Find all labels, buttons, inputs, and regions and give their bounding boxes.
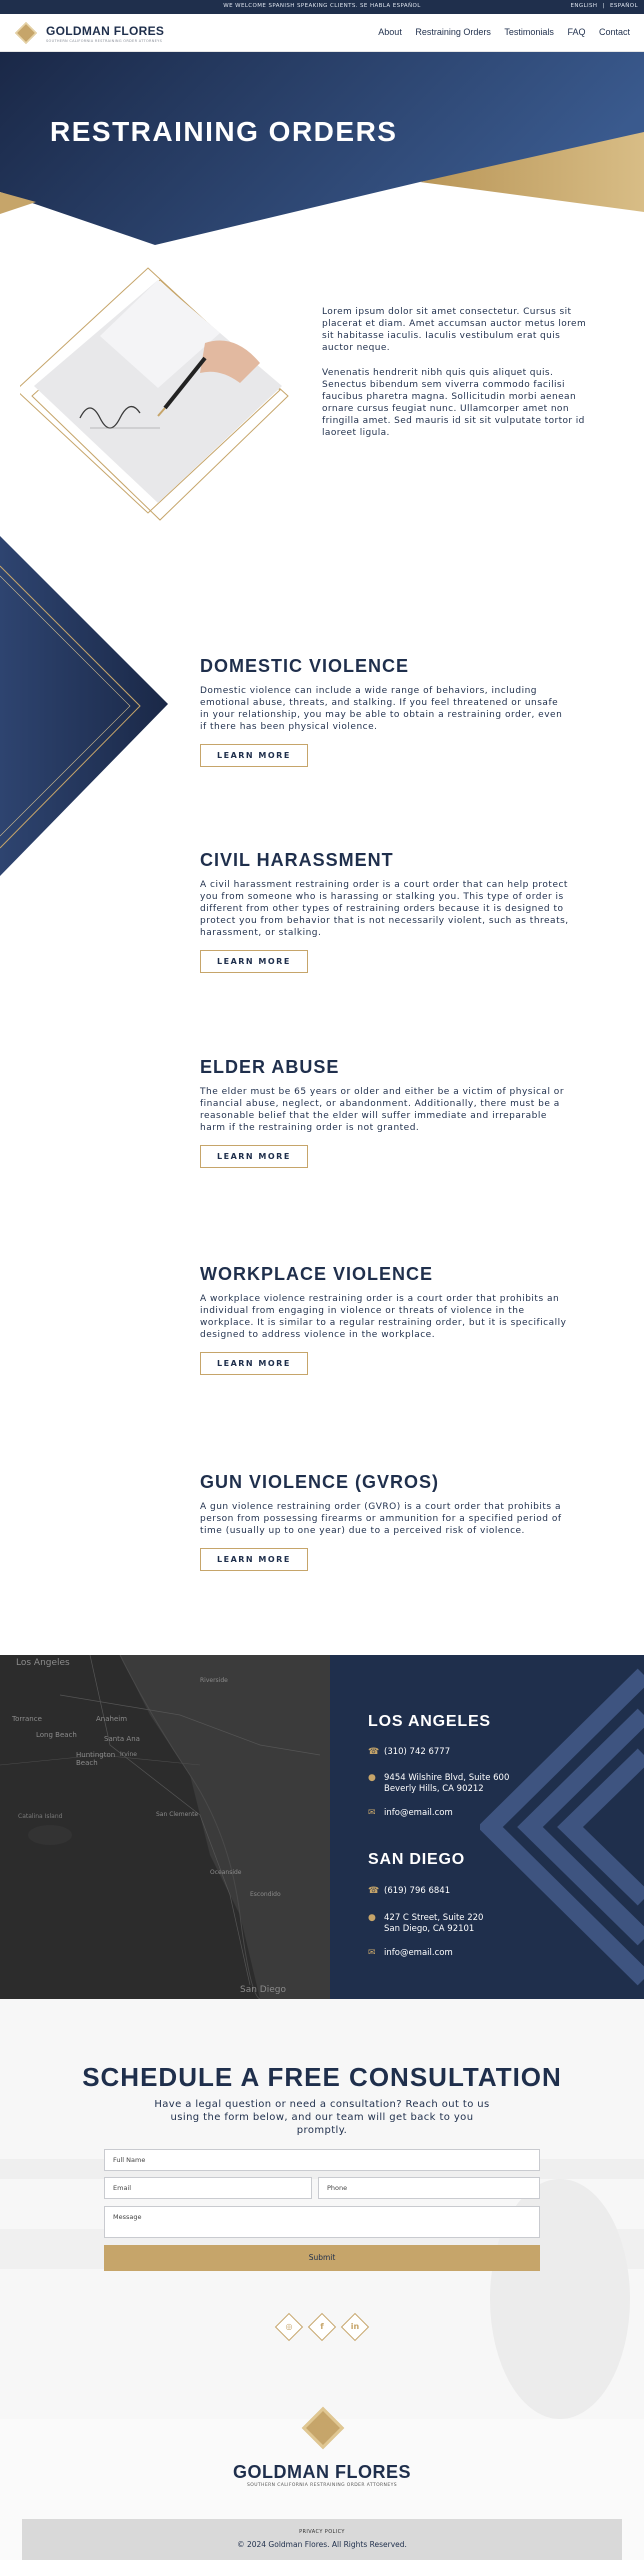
learn-more-button[interactable]: LEARN MORE bbox=[200, 1352, 308, 1375]
footer-tagline: SOUTHERN CALIFORNIA RESTRAINING ORDER ATTORNEYS bbox=[247, 2483, 397, 2488]
office-email-row[interactable] bbox=[368, 1948, 453, 1959]
learn-more-button[interactable]: LEARN MORE bbox=[200, 1548, 308, 1571]
office-map[interactable] bbox=[0, 1655, 330, 1999]
map-label: Torrance bbox=[12, 1715, 42, 1723]
footer-brand[interactable]: GOLDMAN FLORES bbox=[233, 2462, 411, 2482]
linkedin-icon: in bbox=[350, 2322, 360, 2331]
service-title: WORKPLACE VIOLENCE bbox=[200, 1264, 434, 1284]
nav-testimonials[interactable]: Testimonials bbox=[504, 27, 554, 37]
office-address bbox=[384, 1773, 509, 1795]
office-address bbox=[384, 1913, 483, 1935]
office-address-line1: 9454 Wilshire Blvd, Suite 600 bbox=[384, 1773, 510, 1783]
site-header bbox=[0, 14, 644, 52]
location-pin-icon: ● bbox=[368, 1913, 376, 1923]
consultation-section bbox=[0, 1999, 644, 2560]
copyright-text: © 2024 Goldman Flores. All Rights Reserved. bbox=[237, 2540, 407, 2549]
lang-espanol-link[interactable]: ESPAÑOL bbox=[609, 3, 638, 9]
intro-paragraph-1: Lorem ipsum dolor sit amet consectetur. Cursus sit placerat et diam. Amet accumsan auctor metus lorem sit habitasse iaculis. Iaculis vestibulum erat quis auctor neque. bbox=[322, 307, 587, 353]
map-background bbox=[0, 1655, 330, 1999]
nav-about[interactable]: About bbox=[378, 27, 402, 37]
hero-banner bbox=[0, 52, 644, 252]
service-description: Domestic violence can include a wide range of behaviors, including emotional abuse, threats, and stalking. If you feel threatened or unsafe in your relationship, you may be able to obtain a restraining order, even if there has been physical violence. bbox=[200, 686, 563, 732]
lang-separator: | bbox=[602, 3, 605, 9]
offices-panel bbox=[330, 1655, 644, 1999]
office-name-san-diego: SAN DIEGO bbox=[368, 1851, 465, 1868]
map-label: Santa Ana bbox=[104, 1735, 140, 1743]
phone-icon: ☎ bbox=[368, 1886, 380, 1896]
main-nav bbox=[367, 27, 630, 37]
service-description: The elder must be 65 years or older and either be a victim of physical or financial abuse, neglect, or abandonment. Additionally, there must be a reasonable belief that the elder will suffer immediate and irreparable harm if the restraining order is not granted. bbox=[200, 1087, 565, 1133]
map-label: Huntington Beach bbox=[76, 1751, 116, 1767]
service-title: DOMESTIC VIOLENCE bbox=[200, 656, 410, 676]
lang-english-link[interactable]: ENGLISH bbox=[570, 3, 598, 9]
nav-contact[interactable]: Contact bbox=[598, 27, 630, 37]
email-icon: ✉ bbox=[368, 1808, 376, 1818]
office-phone-row[interactable] bbox=[368, 1886, 450, 1897]
service-gun-violence bbox=[200, 1472, 570, 1571]
location-pin-icon: ● bbox=[368, 1773, 376, 1783]
map-label: Irvine bbox=[120, 1751, 137, 1758]
email-input[interactable]: Email bbox=[104, 2177, 312, 2199]
learn-more-button[interactable]: LEARN MORE bbox=[200, 744, 308, 767]
office-address-row bbox=[368, 1773, 509, 1795]
service-title: ELDER ABUSE bbox=[200, 1057, 340, 1077]
service-domestic-violence bbox=[200, 656, 570, 767]
nav-faq[interactable]: FAQ bbox=[567, 27, 586, 37]
hero-background bbox=[0, 52, 644, 252]
full-name-input[interactable]: Full Name bbox=[104, 2149, 540, 2171]
map-label: San Diego bbox=[240, 1985, 286, 1995]
facebook-icon: f bbox=[320, 2322, 324, 2331]
announcement-bar bbox=[0, 0, 644, 14]
page-title: RESTRAINING ORDERS bbox=[50, 116, 398, 147]
intro-text bbox=[322, 306, 588, 452]
office-email-row[interactable] bbox=[368, 1808, 453, 1819]
office-address-row bbox=[368, 1913, 483, 1935]
email-icon: ✉ bbox=[368, 1948, 376, 1958]
learn-more-button[interactable]: LEARN MORE bbox=[200, 1145, 308, 1168]
service-elder-abuse bbox=[200, 1057, 570, 1168]
office-email[interactable]: info@email.com bbox=[384, 1808, 453, 1818]
office-address-line1: 427 C Street, Suite 220 bbox=[384, 1913, 484, 1923]
office-phone[interactable]: (619) 796 6841 bbox=[384, 1886, 451, 1896]
map-label: San Clemente bbox=[156, 1811, 199, 1818]
office-address-line2: Beverly Hills, CA 90212 bbox=[384, 1784, 484, 1794]
decorative-chevron bbox=[0, 536, 170, 876]
language-switcher bbox=[567, 3, 638, 9]
office-phone-row[interactable] bbox=[368, 1747, 450, 1758]
nav-restraining-orders[interactable]: Restraining Orders bbox=[415, 27, 491, 37]
service-title: CIVIL HARASSMENT bbox=[200, 850, 394, 870]
learn-more-button[interactable]: LEARN MORE bbox=[200, 950, 308, 973]
instagram-icon: ◎ bbox=[285, 2322, 293, 2331]
office-address-line2: San Diego, CA 92101 bbox=[384, 1924, 475, 1934]
map-label: Catalina Island bbox=[18, 1813, 63, 1820]
map-label: Riverside bbox=[200, 1677, 228, 1684]
submit-button[interactable]: Submit bbox=[104, 2245, 540, 2271]
service-title: GUN VIOLENCE (GVROS) bbox=[200, 1472, 440, 1492]
service-civil-harassment bbox=[200, 850, 570, 973]
phone-icon: ☎ bbox=[368, 1747, 380, 1757]
decorative-chevrons bbox=[480, 1655, 644, 1999]
office-email[interactable]: info@email.com bbox=[384, 1948, 453, 1958]
service-workplace-violence bbox=[200, 1264, 570, 1375]
service-description: A workplace violence restraining order is a court order that prohibits an individual from engaging in violence or threats of violence in the workplace. It is similar to a regular restraining order, but it is specifically designed to address violence in the workplace. bbox=[200, 1294, 567, 1340]
office-name-los-angeles: LOS ANGELES bbox=[368, 1713, 491, 1730]
logo-tagline: SOUTHERN CALIFORNIA RESTRAINING ORDER ATTORNEYS bbox=[46, 39, 163, 43]
map-label: Long Beach bbox=[36, 1731, 77, 1739]
intro-paragraph-2: Venenatis hendrerit nibh quis quis aliquet quis. Senectus bibendum sem viverra commodo facilisi faucibus pharetra magna. Sollicitudin morbi aenean ornare cursus feugiat nunc. Ullamcorper amet non fringilla amet. Sed mauris id sit sit vulputate tortor id laoreet ligula. bbox=[322, 368, 585, 438]
legal-bar bbox=[22, 2519, 622, 2560]
service-description: A gun violence restraining order (GVRO) is a court order that prohibits a person from possessing firearms or ammunition for a specified period of time (usually up to one year) due to a perceived risk of violence. bbox=[200, 1502, 562, 1536]
map-label: Anaheim bbox=[96, 1715, 128, 1723]
phone-input[interactable]: Phone bbox=[318, 2177, 540, 2199]
message-textarea[interactable]: Message bbox=[104, 2206, 540, 2238]
map-label: Oceanside bbox=[210, 1869, 242, 1876]
logo-text[interactable]: GOLDMAN FLORES bbox=[46, 24, 165, 38]
announcement-text: WE WELCOME SPANISH SPEAKING CLIENTS. SE HABLA ESPAÑOL bbox=[223, 3, 421, 9]
consultation-title: SCHEDULE A FREE CONSULTATION bbox=[82, 2062, 562, 2092]
map-label: Los Angeles bbox=[16, 1658, 70, 1668]
office-phone[interactable]: (310) 742 6777 bbox=[384, 1747, 451, 1757]
logo-icon[interactable] bbox=[15, 22, 37, 44]
signing-document-image bbox=[20, 258, 300, 528]
consultation-subtitle: Have a legal question or need a consultation? Reach out to us using the form below, and our team will get back to you promptly. bbox=[154, 2099, 490, 2136]
privacy-policy-link[interactable]: PRIVACY POLICY bbox=[299, 2529, 345, 2535]
service-description: A civil harassment restraining order is a court order that can help protect you from someone who is harassing or stalking you. This type of order is different from other types of restraining orders because it is designed to protect you from behavior that is not necessarily violent, such as threats, harassment, or stalking. bbox=[200, 880, 569, 938]
map-label: Escondido bbox=[250, 1891, 281, 1898]
